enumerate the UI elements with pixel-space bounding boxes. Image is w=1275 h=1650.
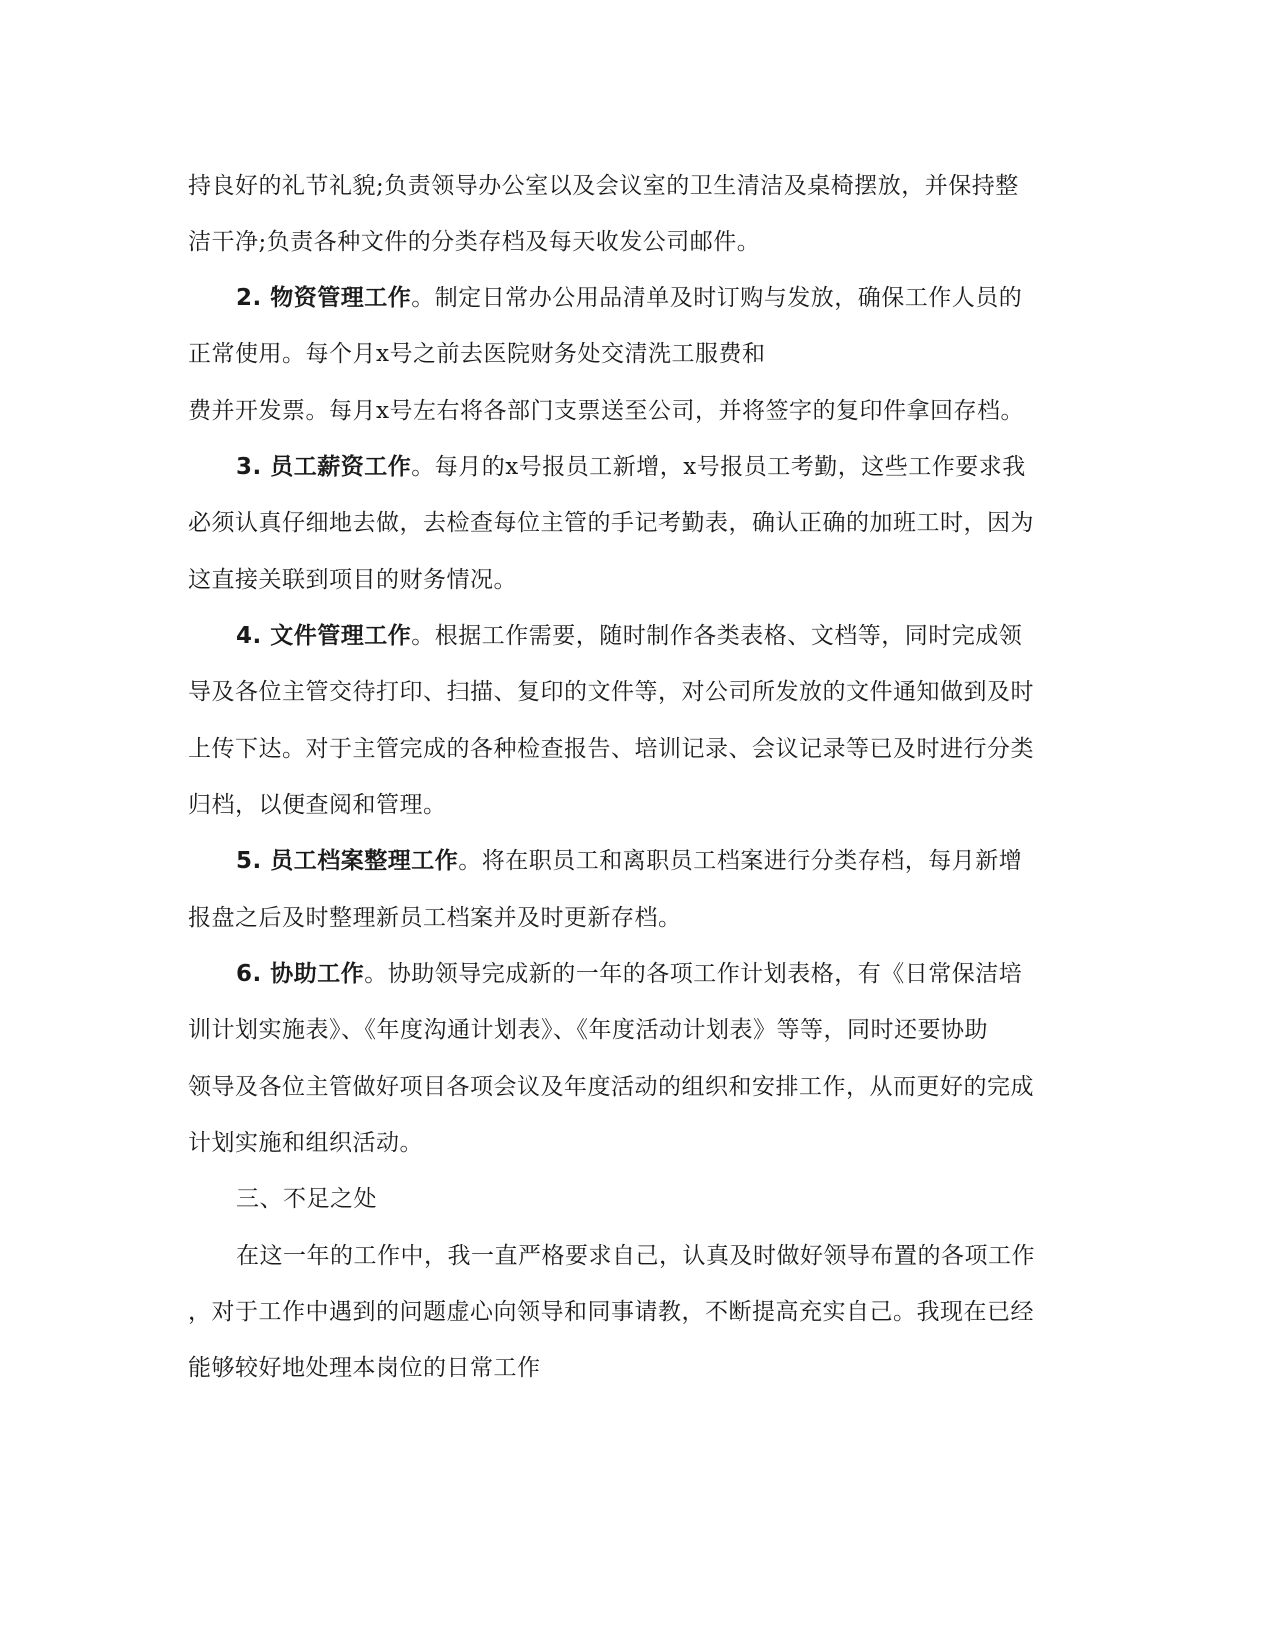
section-heading: 5. 员工档案整理工作 — [236, 848, 459, 874]
paragraph-line: 正常使用。每个月x号之前去医院财务处交清洗工服费和 — [188, 341, 766, 367]
section-title: 三、不足之处 — [236, 1186, 377, 1212]
section-2-first-line — [236, 282, 1022, 314]
paragraph-line: 计划实施和组织活动。 — [188, 1130, 423, 1156]
paragraph-line: 能够较好地处理本岗位的日常工作 — [188, 1355, 541, 1381]
paragraph-text: 。将在职员工和离职员工档案进行分类存档，每月新增 — [458, 848, 1023, 874]
paragraph-line: 导及各位主管交待打印、扫描、复印的文件等，对公司所发放的文件通知做到及时 — [188, 679, 1034, 705]
section-heading: 4. 文件管理工作 — [236, 623, 412, 649]
section-heading: 2. 物资管理工作 — [236, 285, 412, 311]
paragraph-line: 归档，以便查阅和管理。 — [188, 792, 447, 818]
paragraph-line: 上传下达。对于主管完成的各种检查报告、培训记录、会议记录等已及时进行分类 — [188, 736, 1034, 762]
section-4-first-line — [236, 620, 1022, 652]
section-3-first-line — [236, 451, 1026, 483]
paragraph-text: 。协助领导完成新的一年的各项工作计划表格，有《日常保洁培 — [364, 961, 1023, 987]
section-5-first-line — [236, 845, 1022, 877]
paragraph-text: 。每月的x号报员工新增，x号报员工考勤，这些工作要求我 — [411, 454, 1026, 480]
paragraph-line: 洁干净;负责各种文件的分类存档及每天收发公司邮件。 — [188, 229, 761, 255]
paragraph-line: 必须认真仔细地去做，去检查每位主管的手记考勤表，确认正确的加班工时，因为 — [188, 510, 1034, 536]
paragraph-line: ，对于工作中遇到的问题虚心向领导和同事请教，不断提高充实自己。我现在已经 — [188, 1299, 1034, 1325]
paragraph-text: 。制定日常办公用品清单及时订购与发放，确保工作人员的 — [411, 285, 1023, 311]
paragraph-line: 领导及各位主管做好项目各项会议及年度活动的组织和安排工作，从而更好的完成 — [188, 1074, 1034, 1100]
section-heading: 3. 员工薪资工作 — [236, 454, 412, 480]
paragraph-line: 这直接关联到项目的财务情况。 — [188, 567, 517, 593]
section-heading: 6. 协助工作 — [236, 961, 365, 987]
paragraph-line: 在这一年的工作中，我一直严格要求自己，认真及时做好领导布置的各项工作 — [236, 1243, 1035, 1269]
paragraph-line: 持良好的礼节礼貌;负责领导办公室以及会议室的卫生清洁及桌椅摆放，并保持整 — [188, 173, 1019, 199]
paragraph-text: 。根据工作需要，随时制作各类表格、文档等，同时完成领 — [411, 623, 1023, 649]
paragraph-line: 费并开发票。每月x号左右将各部门支票送至公司，并将签字的复印件拿回存档。 — [188, 398, 1024, 424]
paragraph-line: 训计划实施表》、《年度沟通计划表》、《年度活动计划表》等等，同时还要协助 — [188, 1017, 988, 1043]
paragraph-line: 报盘之后及时整理新员工档案并及时更新存档。 — [188, 905, 682, 931]
section-6-first-line — [236, 958, 1022, 990]
